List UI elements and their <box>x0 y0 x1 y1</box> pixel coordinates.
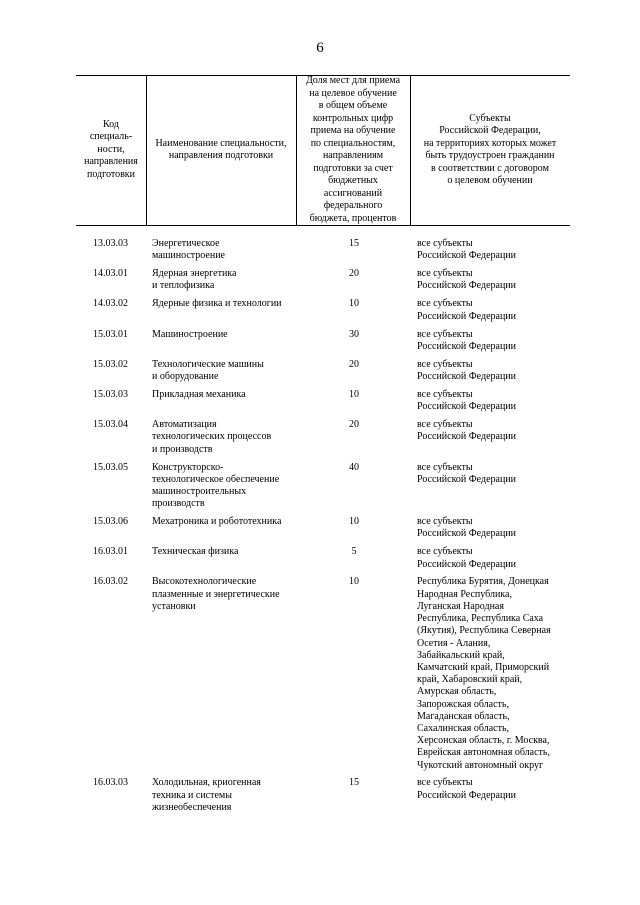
region-line: Российской Федерации <box>417 250 517 262</box>
regions <box>417 462 577 486</box>
header-line: специаль- <box>89 131 133 143</box>
region-line: Луганская Народная <box>417 600 504 612</box>
header-line: федерального <box>323 200 383 211</box>
region-line: (Якутия), Республика Северная <box>417 625 551 637</box>
specialty-name-line: жизнеобеспечения <box>152 801 232 813</box>
regions <box>417 268 577 292</box>
target-share-percent: 20 <box>349 268 359 280</box>
specialty-code: 15.03.03 <box>93 388 128 400</box>
region-line: Российской Федерации <box>417 310 517 322</box>
specialty-code: 16.03.02 <box>93 576 128 588</box>
header-line: бюджетных <box>328 175 378 186</box>
header-line: по специальностям, <box>310 137 396 149</box>
specialty-code: 15.03.06 <box>93 516 128 528</box>
region-line: все субъекты <box>417 777 473 789</box>
specialty-name <box>152 777 322 814</box>
regions <box>417 359 577 383</box>
header-specialty-name <box>146 75 296 225</box>
region-line: Российской Федерации <box>417 370 517 382</box>
target-share-percent: 15 <box>349 777 359 789</box>
header-line: направлениям <box>322 150 384 161</box>
region-line: Камчатский край, Приморский <box>417 661 550 673</box>
table-row <box>80 777 570 819</box>
specialty-name-line: Техническая физика <box>152 546 239 558</box>
header-line: приема на обучение <box>310 125 396 136</box>
specialty-name <box>152 268 322 292</box>
specialty-code: 15.03.01 <box>93 328 128 340</box>
region-line: Республика, Республика Саха <box>417 613 544 625</box>
table-row <box>80 462 570 517</box>
specialty-name-line: машиностроение <box>152 250 225 262</box>
header-line: Российской Федерации, <box>439 125 541 136</box>
table-row <box>80 359 570 389</box>
specialty-name <box>152 329 322 341</box>
region-line: все субъекты <box>417 268 473 280</box>
region-line: край, Хабаровский край, <box>417 674 523 686</box>
regions <box>417 238 577 262</box>
specialty-name-line: Прикладная механика <box>152 388 246 400</box>
region-line: все субъекты <box>417 516 473 528</box>
specialty-name <box>152 576 322 613</box>
region-line: Амурская область, <box>417 686 497 698</box>
region-line: Российской Федерации <box>417 473 517 485</box>
specialty-name-line: Автоматизация <box>152 419 217 431</box>
table-row <box>80 329 570 359</box>
target-share-percent: 10 <box>349 516 359 528</box>
header-line: направления подготовки <box>168 150 274 161</box>
specialty-name-line: техника и системы <box>152 789 232 801</box>
specialty-name-line: Машиностроение <box>152 328 228 340</box>
region-line: все субъекты <box>417 298 473 310</box>
target-share-percent: 40 <box>349 461 359 473</box>
specialty-name-line: установки <box>152 600 196 612</box>
table-row <box>80 268 570 298</box>
specialty-name-line: и производств <box>152 443 213 455</box>
region-line: Сахалинская область, <box>417 722 510 734</box>
specialty-name-line: производств <box>152 498 205 510</box>
page-number: 6 <box>316 40 324 56</box>
header-line: ассигнований <box>323 187 383 199</box>
specialty-code: 16.03.03 <box>93 777 128 789</box>
header-line: на целевое обучение <box>309 87 397 99</box>
table-row <box>80 419 570 461</box>
specialty-name-line: Ядерные физика и технологии <box>152 298 282 310</box>
header-line: подготовки за счет <box>313 162 393 174</box>
table-header-bottom-border <box>76 225 570 226</box>
target-share-percent: 10 <box>349 576 359 588</box>
region-line: все субъекты <box>417 461 473 473</box>
region-line: Херсонская область, г. Москва, <box>417 735 550 747</box>
target-share-percent: 10 <box>349 298 359 310</box>
region-line: Магаданская область, <box>417 710 510 722</box>
region-line: Российской Федерации <box>417 431 517 443</box>
specialty-name-line: технологическое обеспечение <box>152 473 280 485</box>
regions <box>417 329 577 353</box>
specialty-name-line: Технологические машины <box>152 358 264 370</box>
region-line: Еврейская автономная область, <box>417 747 550 759</box>
regions <box>417 546 577 570</box>
table-row <box>80 389 570 419</box>
specialty-name <box>152 546 322 558</box>
specialty-name-line: и теплофизика <box>152 280 215 292</box>
region-line: Российской Федерации <box>417 789 517 801</box>
region-line: Российской Федерации <box>417 340 517 352</box>
header-regions <box>410 75 570 225</box>
specialty-name-line: машиностроительных <box>152 485 247 497</box>
table-body <box>80 238 570 820</box>
specialty-name-line: Высокотехнологические <box>152 576 257 588</box>
target-share-percent: 5 <box>351 546 357 558</box>
header-line: направления <box>84 156 138 168</box>
regions <box>417 576 577 771</box>
header-code <box>76 75 146 225</box>
target-share-percent: 20 <box>349 419 359 431</box>
header-line: Доля мест для приема <box>305 75 401 86</box>
specialty-name-line: технологических процессов <box>152 431 272 443</box>
region-line: все субъекты <box>417 358 473 370</box>
table-row <box>80 576 570 777</box>
region-line: Запорожская область, <box>417 698 509 710</box>
regions <box>417 419 577 443</box>
table-row <box>80 298 570 328</box>
region-line: Российской Федерации <box>417 280 517 292</box>
header-line: бюджета, процентов <box>309 212 397 224</box>
target-share-percent: 15 <box>349 238 359 249</box>
region-line: все субъекты <box>417 546 473 558</box>
specialty-code: 16.03.01 <box>93 546 128 558</box>
specialty-code: 14.03.02 <box>93 298 128 310</box>
header-line: контрольных цифр <box>312 112 394 124</box>
specialty-code: 15.03.05 <box>93 461 128 473</box>
regions <box>417 298 577 322</box>
region-line: все субъекты <box>417 388 473 400</box>
target-share-percent: 30 <box>349 328 359 340</box>
specialty-code: 15.03.02 <box>93 358 128 370</box>
specialty-name <box>152 462 322 511</box>
region-line: Российской Федерации <box>417 528 517 540</box>
header-line: Наименование специальности, <box>155 137 287 149</box>
region-line: все субъекты <box>417 419 473 431</box>
header-line: в соответствии с договором <box>431 162 549 174</box>
header-line: ности, <box>97 143 125 155</box>
specialty-name <box>152 359 322 383</box>
specialty-code: 15.03.04 <box>93 419 128 431</box>
region-line: Чукотский автономный округ <box>417 759 544 771</box>
header-line: Код <box>103 118 119 130</box>
regions <box>417 389 577 413</box>
specialty-name-line: Холодильная, криогенная <box>152 777 261 789</box>
header-line: в общем объеме <box>318 100 388 111</box>
specialty-name <box>152 419 322 456</box>
specialty-name <box>152 389 322 401</box>
table-row <box>80 516 570 546</box>
regions <box>417 516 577 540</box>
region-line: Российской Федерации <box>417 401 517 413</box>
target-share-percent: 10 <box>349 388 359 400</box>
header-target-share <box>296 75 410 225</box>
header-line: Субъекты <box>469 112 511 124</box>
specialty-name-line: Энергетическое <box>152 238 220 249</box>
specialty-name-line: плазменные и энергетические <box>152 588 280 600</box>
specialty-name-line: Ядерная энергетика <box>152 268 237 280</box>
region-line: Забайкальский край, <box>417 649 505 661</box>
regions <box>417 777 577 801</box>
target-share-percent: 20 <box>349 358 359 370</box>
region-line: Российской Федерации <box>417 558 517 570</box>
specialty-name-line: Конструкторско- <box>152 461 224 473</box>
specialty-name <box>152 516 322 528</box>
region-line: все субъекты <box>417 238 473 249</box>
table-row <box>80 546 570 576</box>
specialty-code: 14.03.01 <box>93 268 128 280</box>
header-line: о целевом обучении <box>447 175 533 186</box>
specialty-code: 13.03.03 <box>93 238 128 249</box>
region-line: Осетия - Алания, <box>417 637 491 649</box>
region-line: Народная Республика, <box>417 588 512 600</box>
specialty-name-line: и оборудование <box>152 370 219 382</box>
specialty-name <box>152 238 322 262</box>
header-line: подготовки <box>86 168 136 180</box>
specialty-name-line: Мехатроника и робототехника <box>152 516 282 528</box>
header-line: на территориях которых может <box>423 137 557 149</box>
specialty-name <box>152 298 322 310</box>
region-line: все субъекты <box>417 328 473 340</box>
region-line: Республика Бурятия, Донецкая <box>417 576 549 588</box>
table-row <box>80 238 570 268</box>
header-line: быть трудоустроен гражданин <box>425 150 555 161</box>
